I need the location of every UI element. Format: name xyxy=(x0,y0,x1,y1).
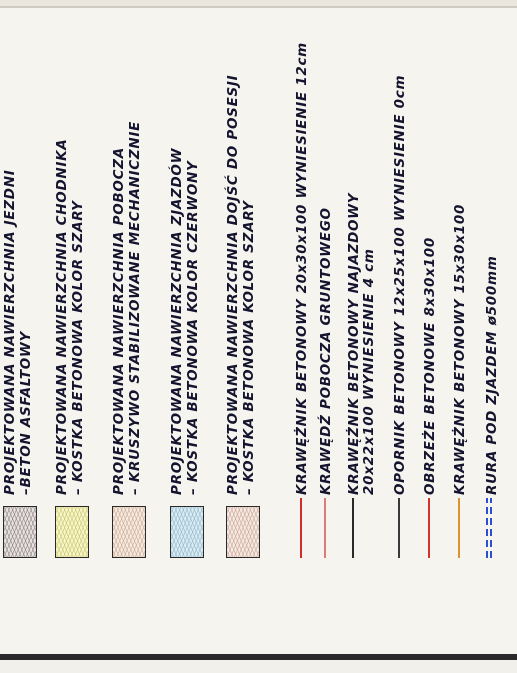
curb-line-icon xyxy=(300,498,302,558)
sidewalk-hatch-icon xyxy=(55,506,89,558)
legend-text: –BETON ASFALTOWY xyxy=(18,331,34,495)
access-path-hatch-icon xyxy=(226,506,260,558)
legend-text: OPORNIK BETONOWY 12x25x100 WYNIESIENIE 0cm xyxy=(392,74,408,495)
legend-text: – KOSTKA BETONOWA KOLOR SZARY xyxy=(241,200,257,495)
pipe-line-icon xyxy=(486,498,492,558)
shoulder-hatch-icon xyxy=(112,506,146,558)
legend-text: PROJEKTOWANA NAWIERZCHNIA DOJŚĆ DO POSESJI xyxy=(225,74,241,495)
legend-text: KRAWĘŻNIK BETONOWY 20x30x100 WYNIESIENIE 12cm xyxy=(294,42,310,495)
retainer-line-icon xyxy=(398,498,400,558)
legend-text: PROJEKTOWANA NAWIERZCHNIA JEZDNI xyxy=(2,169,18,495)
asphalt-hatch-icon xyxy=(3,506,37,558)
shoulder-edge-line-icon xyxy=(324,498,326,558)
legend-text: – KOSTKA BETONOWA KOLOR SZARY xyxy=(70,200,86,495)
legend-text: OBRZEŻE BETONOWE 8x30x100 xyxy=(422,237,438,495)
legend-text: – KRUSZYWO STABILIZOWANE MECHANICZNIE xyxy=(127,120,143,495)
driveway-hatch-icon xyxy=(170,506,204,558)
legend-text: RURA POD ZJAZDEM ø500mm xyxy=(484,255,500,495)
legend-text: – KOSTKA BETONOWA KOLOR CZERWONY xyxy=(185,160,201,495)
legend-text: 20x22x100 WYNIESIENIE 4 cm xyxy=(361,248,377,495)
legend-text: PROJEKTOWANA NAWIERZCHNIA CHODNIKA xyxy=(54,138,70,495)
curb-small-line-icon xyxy=(458,498,460,558)
legend-text: PROJEKTOWANA NAWIERZCHNIA ZJAZDÓW xyxy=(169,147,185,495)
legend-text: KRAWĘŻNIK BETONOWY 15x30x100 xyxy=(452,203,468,495)
edging-line-icon xyxy=(428,498,430,558)
bottom-margin xyxy=(0,660,517,673)
legend-text: PROJEKTOWANA NAWIERZCHNIA POBOCZA xyxy=(111,147,127,495)
driveover-curb-line-icon xyxy=(352,498,354,558)
legend-text: KRAWĘDŹ POBOCZA GRUNTOWEGO xyxy=(318,207,334,495)
legend-text: KRAWĘŻNIK BETONOWY NAJAZDOWY xyxy=(346,192,362,495)
